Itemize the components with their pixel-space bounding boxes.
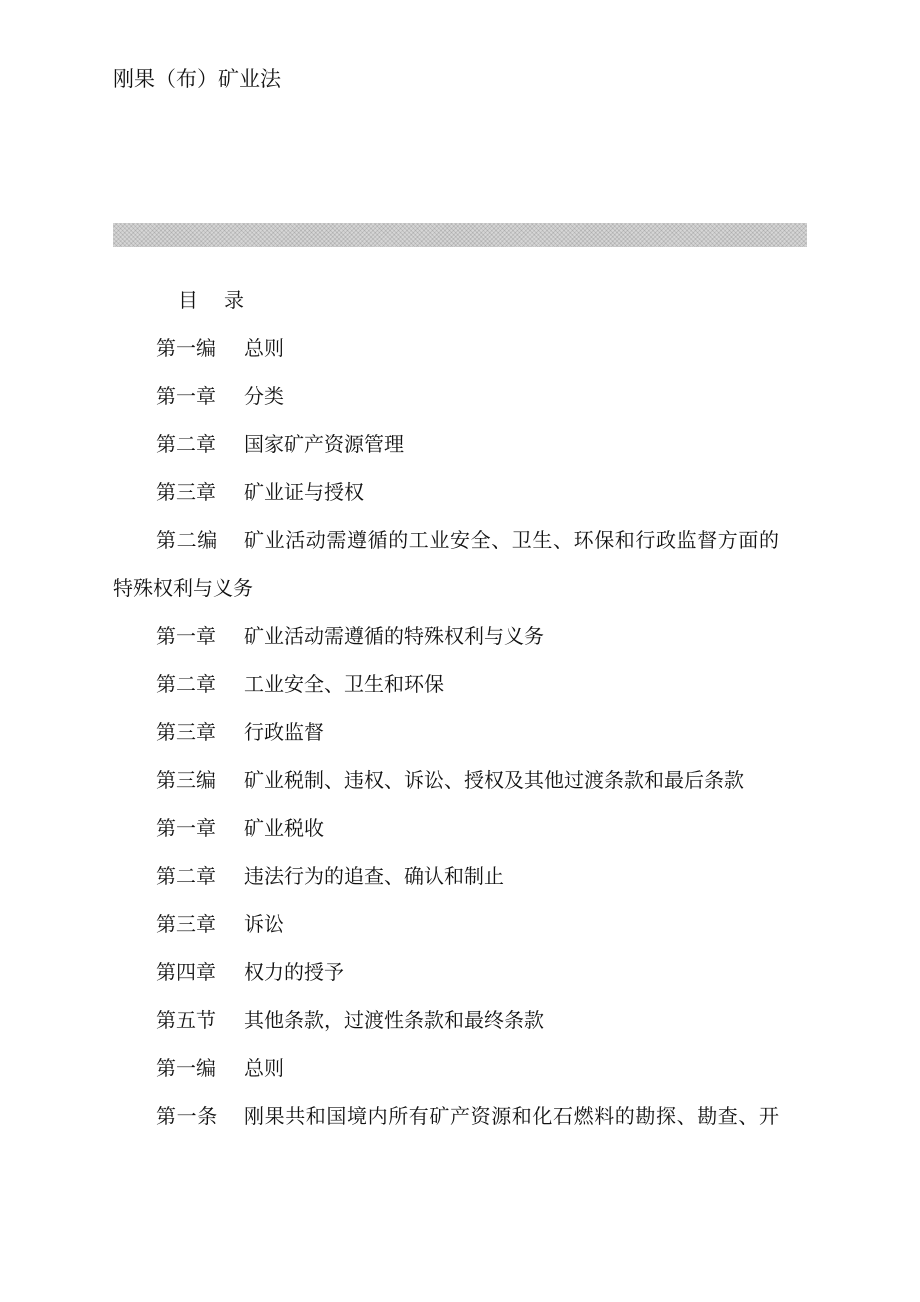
toc-entry-num: 第三章 xyxy=(156,480,216,504)
toc-entry xyxy=(156,477,364,507)
toc-heading xyxy=(178,285,244,315)
toc-entry-title: 国家矿产资源管理 xyxy=(244,432,404,456)
separator-bar xyxy=(113,223,807,247)
toc-entry-title: 分类 xyxy=(244,384,284,408)
article-paragraph xyxy=(156,1101,780,1131)
toc-entry-title: 诉讼 xyxy=(244,912,284,936)
toc-entry-num: 第五节 xyxy=(156,1008,216,1032)
toc-entry xyxy=(156,813,324,843)
toc-entry-num: 第二编 xyxy=(156,528,218,552)
toc-entry xyxy=(156,525,780,555)
toc-entry-num: 第二章 xyxy=(156,864,216,888)
toc-entry-continuation: 特殊权利与义务 xyxy=(113,576,253,600)
toc-entry xyxy=(156,861,504,891)
toc-entry-num: 第四章 xyxy=(156,960,216,984)
toc-entry-num: 第二章 xyxy=(156,672,216,696)
toc-entry-num: 第一章 xyxy=(156,624,216,648)
toc-entry-title: 总则 xyxy=(244,336,284,360)
toc-entry xyxy=(156,717,324,747)
toc-entry-num: 第一章 xyxy=(156,384,216,408)
toc-entry-title: 矿业税收 xyxy=(244,816,324,840)
toc-entry-title: 其他条款，过渡性条款和最终条款 xyxy=(244,1008,544,1032)
toc-entry-num: 第一章 xyxy=(156,816,216,840)
part-num: 第一编 xyxy=(156,1056,216,1080)
toc-heading-right: 录 xyxy=(224,288,244,312)
toc-entry xyxy=(156,429,404,459)
toc-entry-title: 工业安全、卫生和环保 xyxy=(244,672,444,696)
toc-entry-title: 违法行为的追查、确认和制止 xyxy=(244,864,504,888)
toc-entry xyxy=(156,957,344,987)
toc-entry-num: 第三章 xyxy=(156,912,216,936)
toc-entry xyxy=(156,621,544,651)
article-num: 第一条 xyxy=(156,1104,218,1128)
document-title: 刚果（布）矿业法 xyxy=(113,67,281,91)
toc-entry xyxy=(156,909,284,939)
toc-entry xyxy=(156,765,744,795)
toc-entry xyxy=(156,333,284,363)
toc-entry-title: 矿业证与授权 xyxy=(244,480,364,504)
toc-entry-num: 第三章 xyxy=(156,720,216,744)
toc-entry xyxy=(156,1005,544,1035)
toc-entry xyxy=(156,381,284,411)
part-title: 总则 xyxy=(244,1056,284,1080)
toc-entry-title: 权力的授予 xyxy=(244,960,344,984)
toc-entry-title: 矿业税制、违权、诉讼、授权及其他过渡条款和最后条款 xyxy=(244,768,744,792)
toc-entry xyxy=(156,669,444,699)
toc-entry-num: 第一编 xyxy=(156,336,216,360)
article-text: 刚果共和国境内所有矿产资源和化石燃料的勘探、勘查、开 xyxy=(244,1104,780,1128)
toc-heading-left: 目 xyxy=(178,288,198,312)
toc-entry-num: 第三编 xyxy=(156,768,216,792)
toc-entry-title: 矿业活动需遵循的工业安全、卫生、环保和行政监督方面的 xyxy=(244,528,780,552)
toc-entry-title: 行政监督 xyxy=(244,720,324,744)
part-heading xyxy=(156,1053,284,1083)
toc-entry-num: 第二章 xyxy=(156,432,216,456)
toc-entry-title: 矿业活动需遵循的特殊权利与义务 xyxy=(244,624,544,648)
